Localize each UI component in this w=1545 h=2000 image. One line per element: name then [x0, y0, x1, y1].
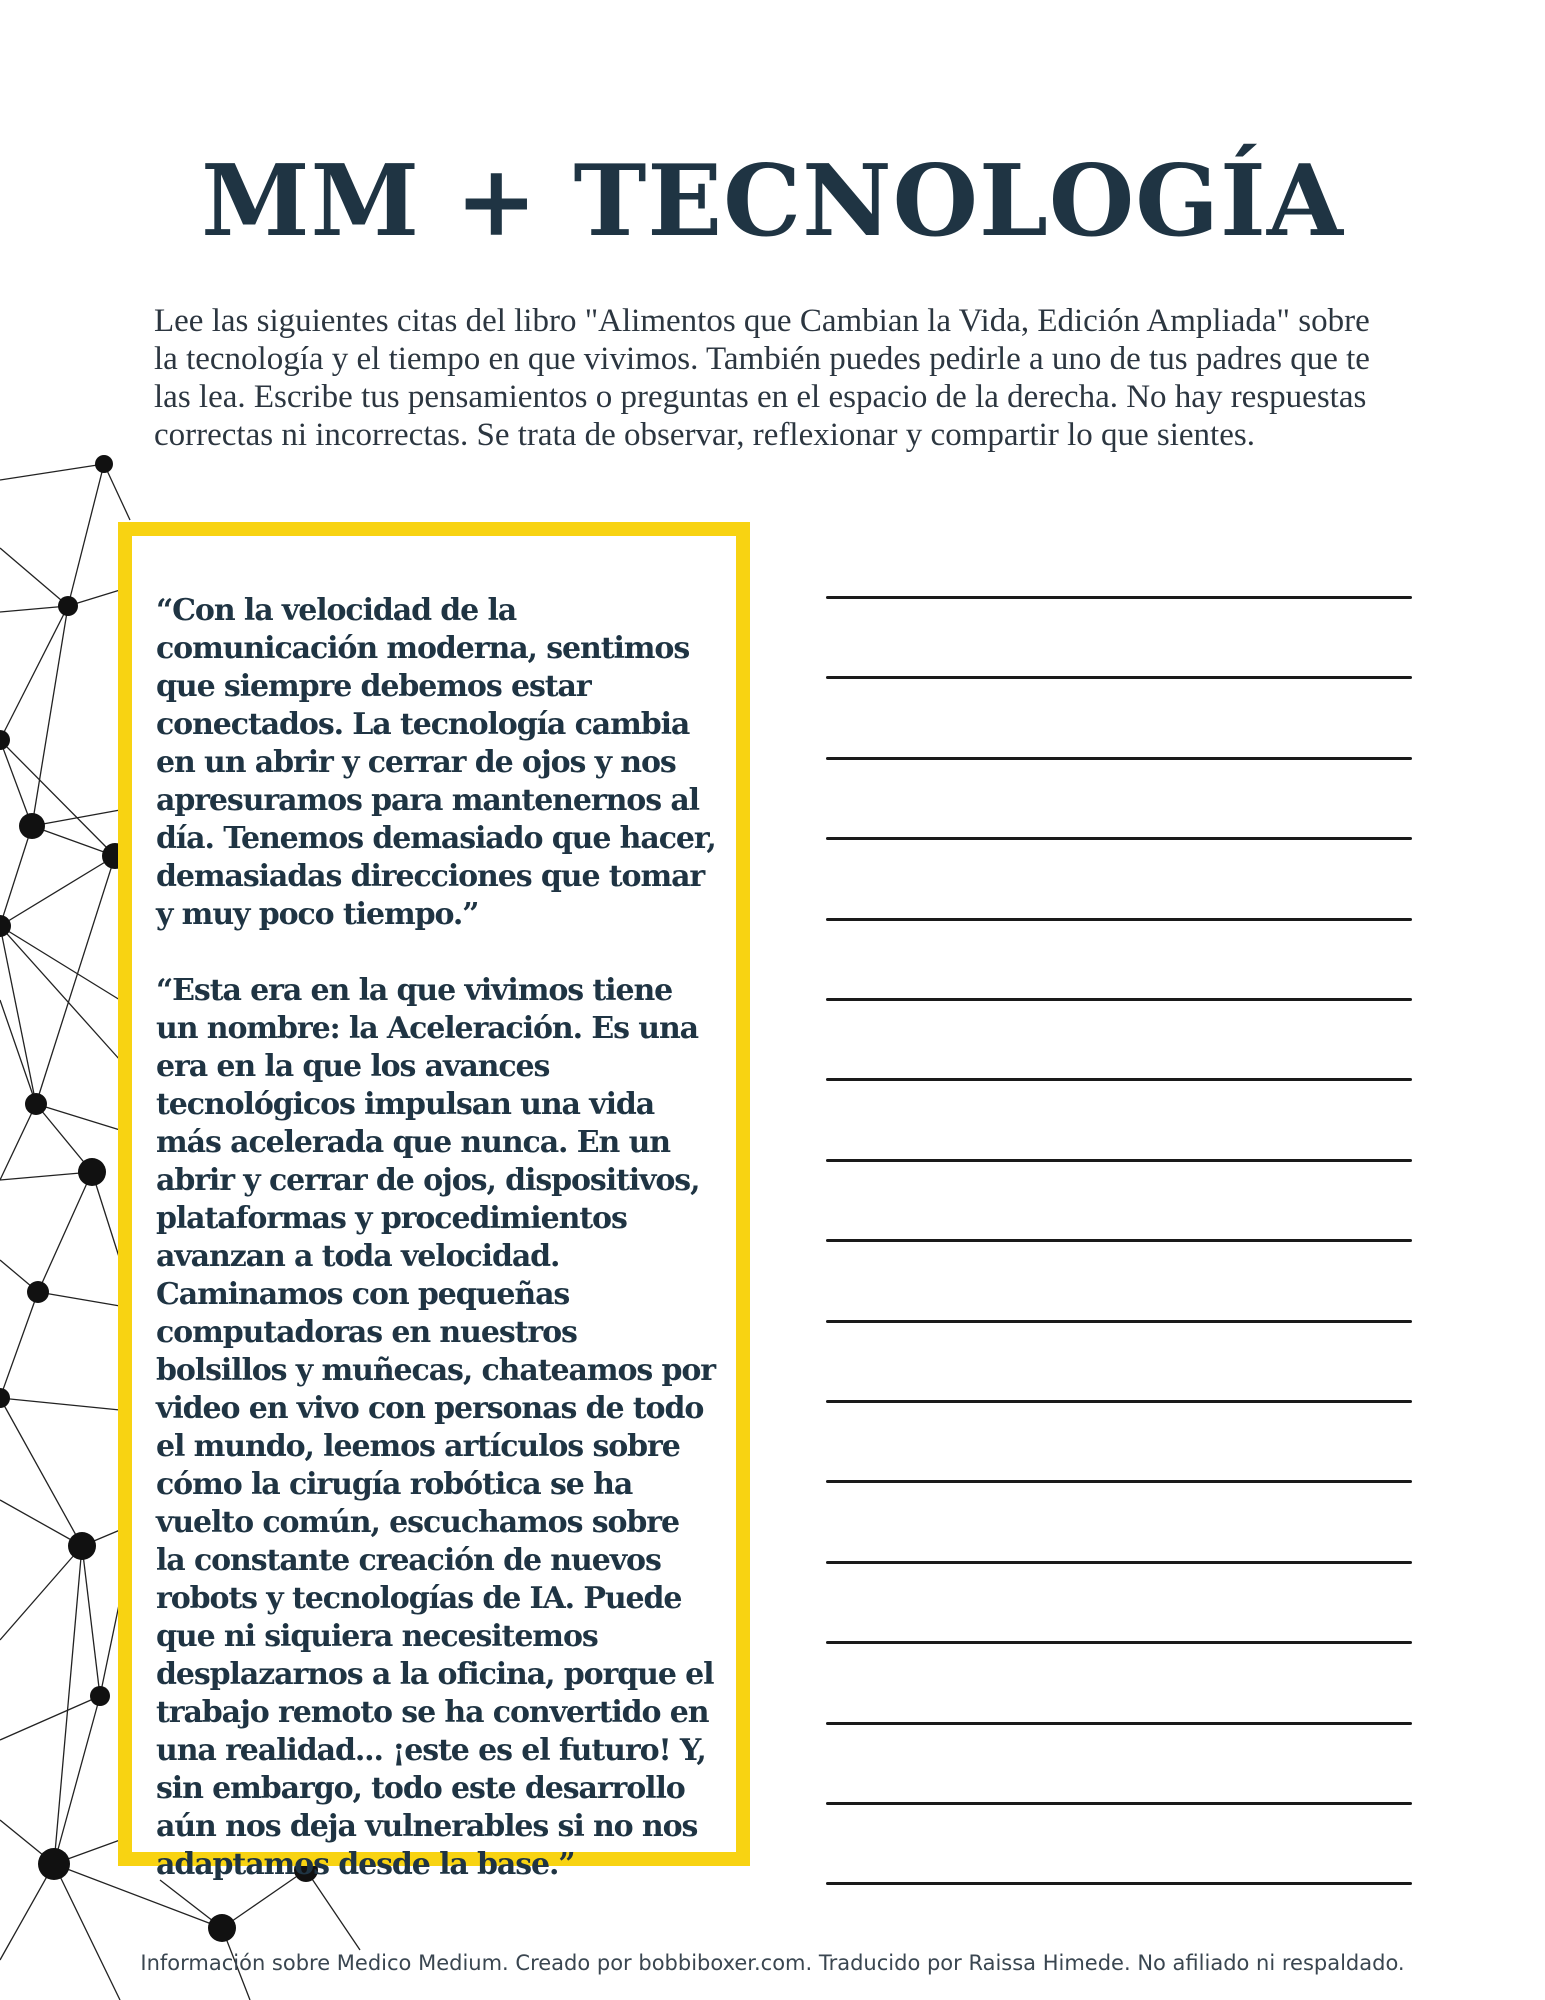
writing-line[interactable]	[826, 1159, 1412, 1162]
writing-line[interactable]	[826, 918, 1412, 921]
writing-line[interactable]	[826, 1239, 1412, 1242]
quote-1: “Con la velocidad de la comunicación moderna, sentimos que siempre debemos estar conectados. La tecnología cambia en un abrir y cerrar de ojos y nos apresuramos para mantenernos al día. Tenemos demasiado que hacer, demasiadas direcciones que tomar y muy poco tiempo.”	[156, 593, 716, 932]
writing-line[interactable]	[826, 1320, 1412, 1323]
writing-line[interactable]	[826, 1480, 1412, 1483]
writing-line[interactable]	[826, 1802, 1412, 1805]
writing-line[interactable]	[826, 1078, 1412, 1081]
writing-line[interactable]	[826, 998, 1412, 1001]
writing-line[interactable]	[826, 757, 1412, 760]
writing-line[interactable]	[826, 676, 1412, 679]
writing-line[interactable]	[826, 1722, 1412, 1725]
writing-line[interactable]	[826, 837, 1412, 840]
instructions-paragraph: Lee las siguientes citas del libro "Alimentos que Cambian la Vida, Edición Ampliada" sobre la tecnología y el tiempo en que vivimos. También puedes pedirle a uno de tus padres que te las lea. Escribe tus pensamientos o preguntas en el espacio de la derecha. No hay respuestas correctas ni incorrectas. Se trata de observar, reflexionar y compartir lo que sientes.	[154, 303, 1370, 453]
writing-line[interactable]	[826, 1882, 1412, 1885]
quote-box	[118, 522, 750, 1882]
writing-line[interactable]	[826, 1561, 1412, 1564]
footer-credit: Información sobre Medico Medium. Creado por bobbiboxer.com. Traducido por Raissa Himede. No afiliado ni respaldado.	[140, 1951, 1405, 1975]
writing-line[interactable]	[826, 1641, 1412, 1644]
writing-line[interactable]	[826, 596, 1412, 599]
quote-2: “Esta era en la que vivimos tiene un nombre: la Aceleración. Es una era en la que los avances tecnológicos impulsan una vida más acelerada que nunca. En un abrir y cerrar de ojos, dispositivos, plataformas y procedimientos avanzan a toda velocidad. Caminamos con pequeñas computadoras en nuestros bolsillos y muñecas, chateamos por video en vivo con personas de todo el mundo, leemos artículos sobre cómo la cirugía robótica se ha vuelto común, escuchamos sobre la constante creación de nuevos robots y tecnologías de IA. Puede que ni siquiera necesitemos desplazarnos a la oficina, porque el trabajo remoto se ha convertido en una realidad... ¡este es el futuro! Y, sin embargo, todo este desarrollo aún nos deja vulnerables si no nos adaptamos desde la base.”	[156, 973, 715, 1882]
writing-line[interactable]	[826, 1400, 1412, 1403]
page-title: MM + TECNOLOGÍA	[201, 144, 1344, 259]
